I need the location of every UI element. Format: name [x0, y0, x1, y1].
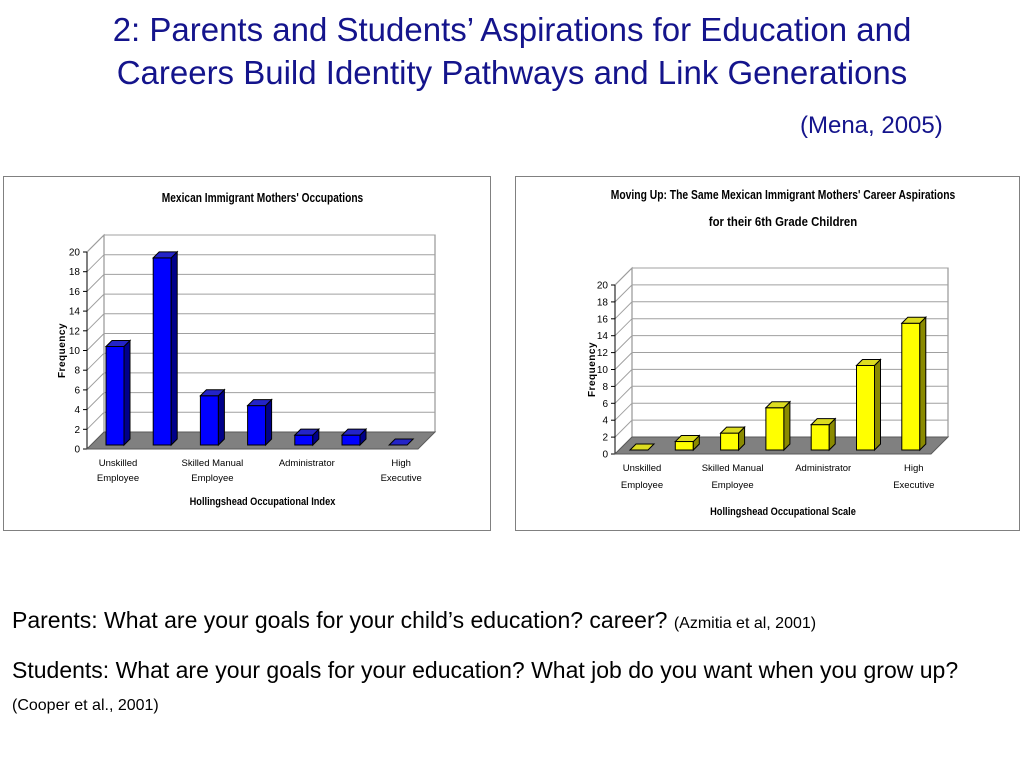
- bar-front: [902, 323, 920, 450]
- parents-question: [12, 604, 816, 640]
- bar-front: [811, 425, 829, 450]
- bar-front: [200, 396, 218, 445]
- chart-svg-occupations: [4, 177, 490, 530]
- y-tick-label: 10: [68, 346, 80, 357]
- chart-title: for their 6th Grade Children: [708, 215, 858, 229]
- bar-front: [295, 435, 313, 445]
- x-category-label: Unskilled: [98, 458, 138, 469]
- x-category-label: Employee: [96, 473, 140, 484]
- bar-side: [266, 400, 272, 445]
- bar-front: [342, 435, 360, 445]
- bar-front: [766, 408, 784, 450]
- y-tick-label: 20: [596, 280, 608, 292]
- y-tick-label: 0: [74, 444, 80, 456]
- parents-question-citation: (Azmitia et al, 2001): [673, 615, 817, 632]
- y-tick-label: 14: [596, 331, 608, 343]
- chart-career-aspirations: [515, 176, 1020, 531]
- students-question-text: Students: What are your goals for your education? What job do you want when you grow up?: [12, 657, 959, 683]
- x-axis-label: Hollingshead Occupational Scale: [710, 506, 856, 518]
- y-axis-label: Frequency: [57, 322, 68, 379]
- bar-front: [153, 258, 171, 445]
- slide-title-line-2: Careers Build Identity Pathways and Link Generations: [116, 54, 908, 91]
- students-question: [12, 654, 1012, 722]
- y-tick-label: 20: [68, 247, 80, 259]
- bar-side: [920, 317, 926, 450]
- chart-mothers-occupations: [3, 176, 491, 531]
- bar-front: [721, 433, 739, 450]
- y-tick-label: 4: [602, 415, 608, 427]
- x-category-label: Employee: [191, 473, 234, 484]
- y-tick-label: 10: [596, 365, 608, 376]
- x-category-label: Employee: [620, 480, 664, 491]
- x-category-label: Skilled Manual: [181, 458, 244, 469]
- chart-title: Moving Up: The Same Mexican Immigrant Mothers' Career Aspirations: [610, 188, 956, 202]
- y-tick-label: 14: [68, 306, 80, 318]
- x-category-label: Administrator: [278, 458, 335, 469]
- slide-title: [0, 8, 1024, 94]
- bar-front: [106, 347, 124, 446]
- y-tick-label: 4: [74, 405, 80, 417]
- y-tick-label: 12: [596, 348, 608, 360]
- x-category-label: Employee: [711, 480, 754, 491]
- bar-side: [218, 390, 224, 445]
- x-category-label: Executive: [893, 480, 935, 491]
- y-tick-label: 8: [74, 365, 80, 377]
- chart-svg-aspirations: [516, 177, 1019, 530]
- bar-side: [875, 360, 881, 451]
- bar-front: [248, 406, 266, 445]
- x-category-label: High: [904, 463, 924, 474]
- x-axis-label: Hollingshead Occupational Index: [189, 496, 337, 508]
- y-tick-label: 18: [596, 297, 608, 309]
- y-axis-label: Frequency: [587, 341, 598, 398]
- x-category-label: Skilled Manual: [701, 463, 764, 474]
- y-tick-label: 18: [68, 267, 80, 279]
- y-tick-label: 6: [602, 398, 608, 410]
- x-category-label: Executive: [380, 473, 422, 484]
- y-tick-label: 12: [68, 326, 80, 338]
- bar-front: [857, 366, 875, 451]
- students-question-citation: (Cooper et al., 2001): [12, 697, 159, 714]
- bar-side: [124, 341, 130, 446]
- x-category-label: Unskilled: [622, 463, 662, 474]
- y-tick-label: 2: [602, 432, 608, 444]
- x-category-label: Administrator: [795, 463, 852, 474]
- bar-side: [784, 402, 790, 450]
- y-tick-label: 8: [602, 381, 608, 393]
- y-tick-label: 16: [68, 286, 80, 298]
- bar-front: [675, 442, 693, 450]
- y-tick-label: 6: [74, 385, 80, 397]
- slide-title-line-1: 2: Parents and Students’ Aspirations for Education and: [112, 11, 912, 48]
- bar-side: [171, 252, 177, 445]
- y-tick-label: 16: [596, 314, 608, 326]
- title-citation: (Mena, 2005): [800, 112, 943, 139]
- y-tick-label: 2: [74, 424, 80, 436]
- y-tick-label: 0: [602, 449, 608, 461]
- parents-question-text: Parents: What are your goals for your child’s education? career?: [12, 607, 674, 633]
- x-category-label: High: [391, 458, 411, 469]
- chart-title: Mexican Immigrant Mothers' Occupations: [161, 191, 364, 205]
